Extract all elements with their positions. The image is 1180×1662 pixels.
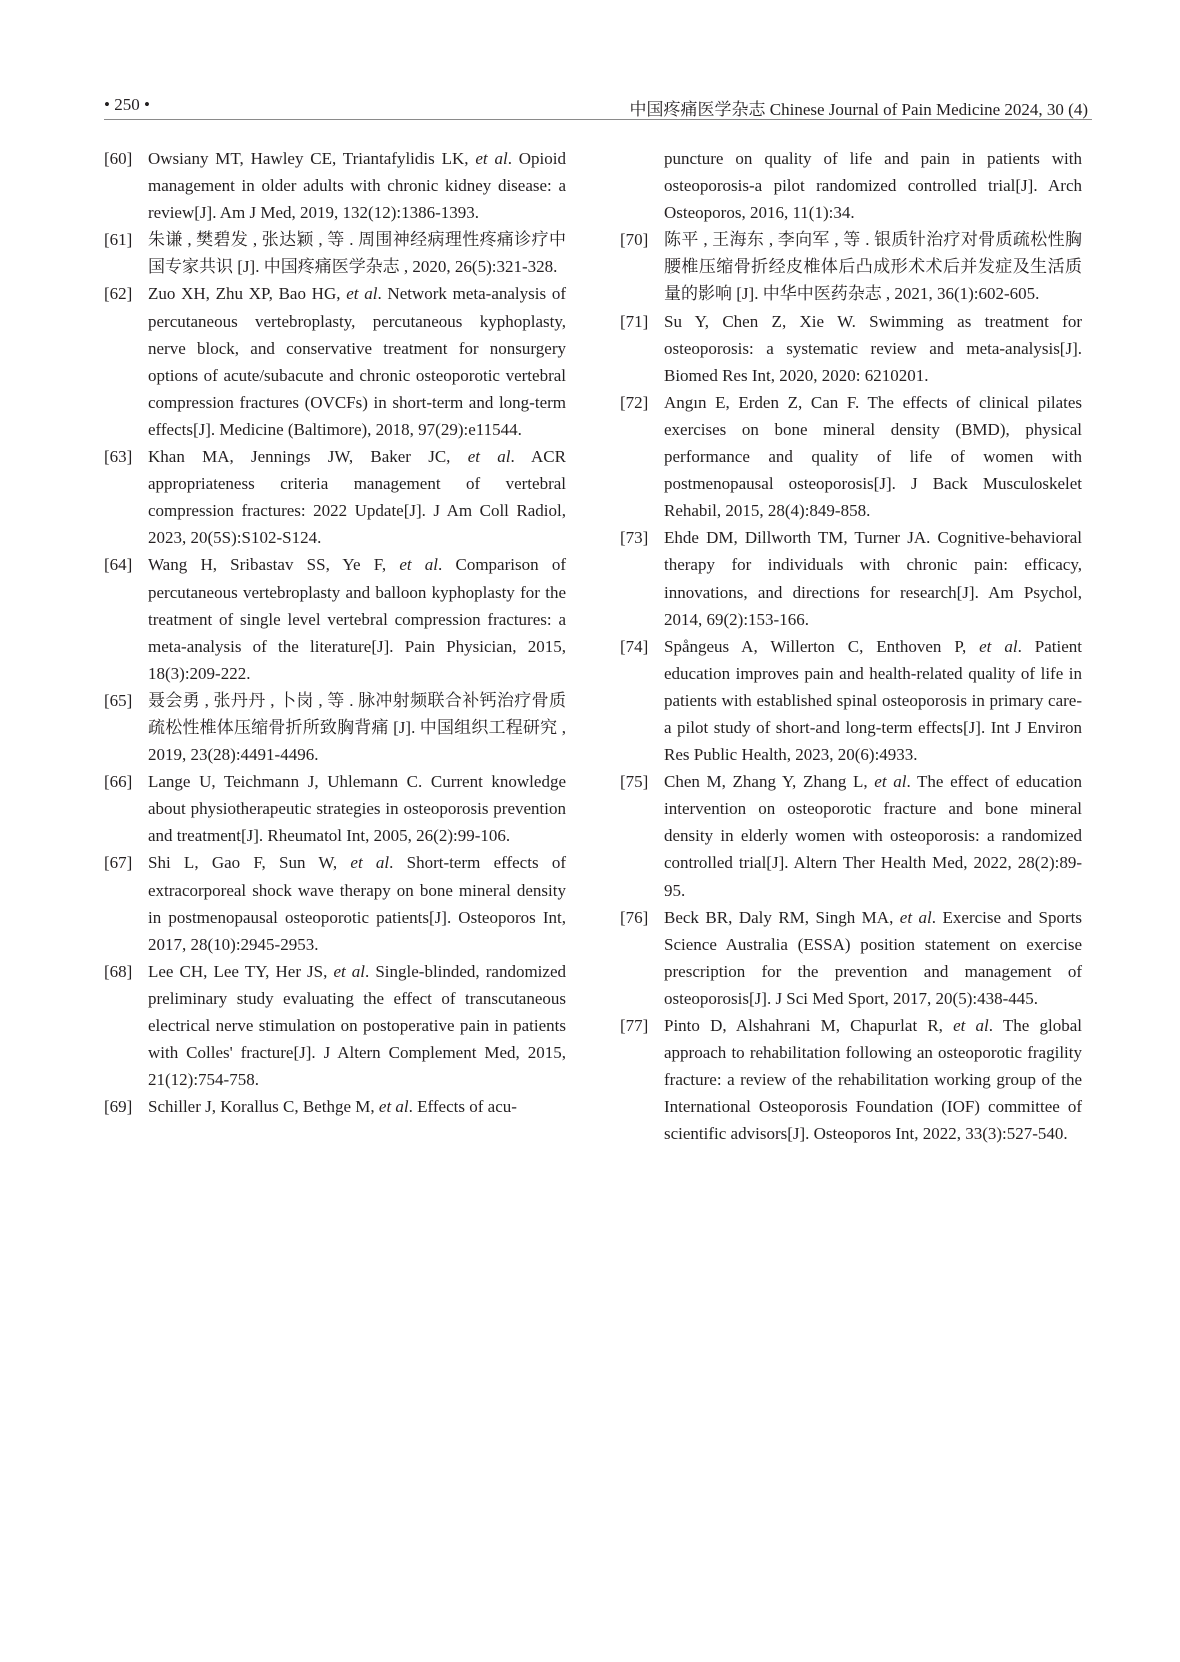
et-al: et al (899, 907, 932, 927)
reference-number: [67] (104, 853, 133, 873)
reference-details: . Exercise and Sports Science Australia (ESSA) position statement on exercise prescription for the prevention and management of osteoporosis[J]. J Sci Med Sport, 2017, 20(5):438-445. (664, 907, 1082, 1008)
reference-item (620, 904, 1082, 1012)
reference-authors: Shi L, Gao F, Sun W, (148, 853, 351, 873)
reference-item (104, 687, 566, 768)
et-al: et al (874, 772, 907, 792)
reference-item (620, 768, 1082, 903)
reference-details: . Effects of acu- (408, 1097, 517, 1117)
reference-authors: Wang H, Sribastav SS, Ye F, (148, 555, 400, 575)
reference-text (148, 280, 566, 443)
reference-item (104, 768, 566, 849)
reference-number: [77] (620, 1016, 649, 1035)
reference-text (664, 226, 1082, 307)
reference-number: [66] (104, 772, 133, 792)
reference-number: [65] (104, 690, 133, 710)
left-column (104, 145, 566, 1120)
reference-number: [72] (620, 392, 649, 412)
reference-number: [76] (620, 907, 649, 927)
et-al: et al (399, 555, 439, 575)
reference-item (104, 958, 566, 1093)
reference-authors: Ehde DM, Dillworth TM, Turner JA. Cognitive-behavioral therapy for individuals with chronic pain: efficacy, innovations, and directions for research[J]. Am Psychol, 2014, 69(2):153-166. (664, 528, 1082, 629)
reference-item (104, 849, 566, 957)
reference-authors: 朱谦 , 樊碧发 , 张达颖 , 等 . 周围神经病理性疼痛诊疗中国专家共识 [J]. 中国疼痛医学杂志 , 2020, 26(5):321-328. (148, 230, 566, 277)
page-header (104, 93, 1092, 120)
reference-authors: Su Y, Chen Z, Xie W. Swimming as treatment for osteoporosis: a systematic review and meta-analysis[J]. Biomed Res Int, 2020, 2020: 6210201. (664, 311, 1082, 385)
reference-details: . The effect of education intervention on osteoporotic fracture and bone mineral density in elderly women with osteoporosis: a randomized controlled trial[J]. Altern Ther Health Med, 2022, 28(2):89-95. (664, 772, 1082, 900)
reference-text (664, 633, 1082, 768)
reference-text (148, 551, 566, 686)
reference-item (104, 280, 566, 443)
reference-text (148, 226, 566, 280)
reference-text (148, 958, 566, 1093)
reference-item (104, 551, 566, 686)
et-al: et al (333, 961, 366, 981)
reference-number: [62] (104, 284, 133, 304)
reference-item (620, 633, 1082, 768)
reference-continuation: puncture on quality of life and pain in patients with osteoporosis-a pilot randomized controlled trial[J]. Arch Osteoporos, 2016, 11(1):34. (664, 149, 1082, 223)
reference-details: . Comparison of percutaneous vertebroplasty and balloon kyphoplasty for the treatment of single level vertebral compression fractures: a meta-analysis of the literature[J]. Pain Physician, 2015, 18(3):209-222. (148, 555, 566, 683)
reference-number: [63] (104, 447, 133, 467)
et-al: et al (953, 1016, 989, 1035)
reference-text (148, 768, 566, 849)
reference-number: [75] (620, 772, 649, 792)
et-al: et al (979, 636, 1018, 656)
reference-text (664, 1012, 1082, 1147)
et-al: et al (475, 149, 508, 168)
et-al: et al (467, 447, 511, 467)
journal-title: 中国疼痛医学杂志 Chinese Journal of Pain Medicine 2024, 30 (4) (629, 100, 1088, 119)
reference-authors: Khan MA, Jennings JW, Baker JC, (148, 447, 468, 467)
reference-authors: Angın E, Erden Z, Can F. The effects of clinical pilates exercises on bone mineral density (BMD), physical performance and quality of life of women with postmenopausal osteoporosis[J]. J Back Musculoskelet Rehabil, 2015, 28(4):849-858. (664, 392, 1082, 521)
reference-details: . Network meta-analysis of percutaneous vertebroplasty, percutaneous kyphoplasty, nerve block, and conservative treatment for nonsurgery options of acute/subacute and chronic osteoporotic vertebral compression fractures (OVCFs) in short-term and long-term effects[J]. Medicine (Baltimore), 2018, 97(29):e11544. (148, 284, 566, 439)
reference-number: [74] (620, 636, 649, 656)
reference-authors: Owsiany MT, Hawley CE, Triantafylidis LK, (148, 149, 476, 168)
reference-number: [73] (620, 528, 649, 548)
reference-details: . Single-blinded, randomized preliminary study evaluating the effect of transcutaneous electrical nerve stimulation on postoperative pain in patients with Colles' fracture[J]. J Altern Complement Med, 2015, 21(12):754-758. (148, 961, 566, 1090)
reference-details: . Patient education improves pain and health-related quality of life in patients with established spinal osteoporosis in primary care-a pilot study of short-and long-term effects[J]. Int J Environ Res Public Health, 2023, 20(6):4933. (664, 636, 1082, 765)
reference-text (148, 687, 566, 768)
reference-text (148, 443, 566, 551)
reference-item (104, 145, 566, 226)
reference-details: . ACR appropriateness criteria management of vertebral compression fractures: 2022 Update[J]. J Am Coll Radiol, 2023, 20(5S):S102-S124. (148, 447, 566, 548)
reference-number: [69] (104, 1097, 133, 1117)
reference-text (664, 524, 1082, 632)
reference-item (620, 308, 1082, 389)
reference-number: [60] (104, 149, 133, 168)
reference-authors: Lee CH, Lee TY, Her JS, (148, 961, 334, 981)
right-column (620, 145, 1082, 1147)
reference-item (104, 226, 566, 280)
reference-authors: Schiller J, Korallus C, Bethge M, (148, 1097, 379, 1117)
reference-authors: 聂会勇 , 张丹丹 , 卜岗 , 等 . 脉冲射频联合补钙治疗骨质疏松性椎体压缩骨折所致胸背痛 [J]. 中国组织工程研究 , 2019, 23(28):4491-4496. (148, 690, 566, 765)
reference-authors: Spångeus A, Willerton C, Enthoven P, (664, 636, 980, 656)
reference-text (148, 849, 566, 957)
reference-details: . The global approach to rehabilitation following an osteoporotic fragility fracture: a review of the rehabilitation working group of the International Osteoporosis Foundation (IOF) committee of scientific advisors[J]. Osteoporos Int, 2022, 33(3):527-540. (664, 1016, 1082, 1144)
reference-authors: Lange U, Teichmann J, Uhlemann C. Current knowledge about physiotherapeutic strategies in osteoporosis prevention and treatment[J]. Rheumatol Int, 2005, 26(2):99-106. (148, 772, 566, 846)
et-al: et al (346, 284, 378, 304)
reference-item (104, 443, 566, 551)
reference-text (664, 389, 1082, 524)
page-number: • 250 • (104, 95, 150, 114)
reference-text (664, 768, 1082, 903)
et-al: et al (350, 853, 390, 873)
reference-text (664, 308, 1082, 389)
reference-authors: 陈平 , 王海东 , 李向军 , 等 . 银质针治疗对骨质疏松性胸腰椎压缩骨折经皮椎体后凸成形术术后并发症及生活质量的影响 [J]. 中华中医药杂志 , 2021, 36(1):602-605. (664, 230, 1082, 304)
reference-number: [64] (104, 555, 133, 575)
reference-item (620, 226, 1082, 307)
reference-item (104, 1093, 566, 1120)
reference-item (620, 524, 1082, 632)
reference-number: [61] (104, 230, 133, 250)
reference-details: . Short-term effects of extracorporeal shock wave therapy on bone mineral density in postmenopausal osteoporotic patients[J]. Osteoporos Int, 2017, 28(10):2945-2953. (148, 853, 566, 954)
reference-authors: Chen M, Zhang Y, Zhang L, (664, 772, 875, 792)
reference-text (664, 904, 1082, 1012)
reference-number: [70] (620, 230, 649, 250)
reference-text (148, 145, 566, 226)
reference-item (620, 1012, 1082, 1147)
reference-authors: Pinto D, Alshahrani M, Chapurlat R, (664, 1016, 954, 1035)
reference-text (148, 1093, 566, 1120)
reference-number: [68] (104, 961, 133, 981)
reference-item (620, 389, 1082, 524)
reference-authors: Zuo XH, Zhu XP, Bao HG, (148, 284, 347, 304)
reference-number: [71] (620, 311, 649, 331)
reference-authors: Beck BR, Daly RM, Singh MA, (664, 907, 900, 927)
reference-details: . Opioid management in older adults with chronic kidney disease: a review[J]. Am J Med, 2019, 132(12):1386-1393. (148, 149, 566, 223)
et-al: et al (378, 1097, 409, 1117)
